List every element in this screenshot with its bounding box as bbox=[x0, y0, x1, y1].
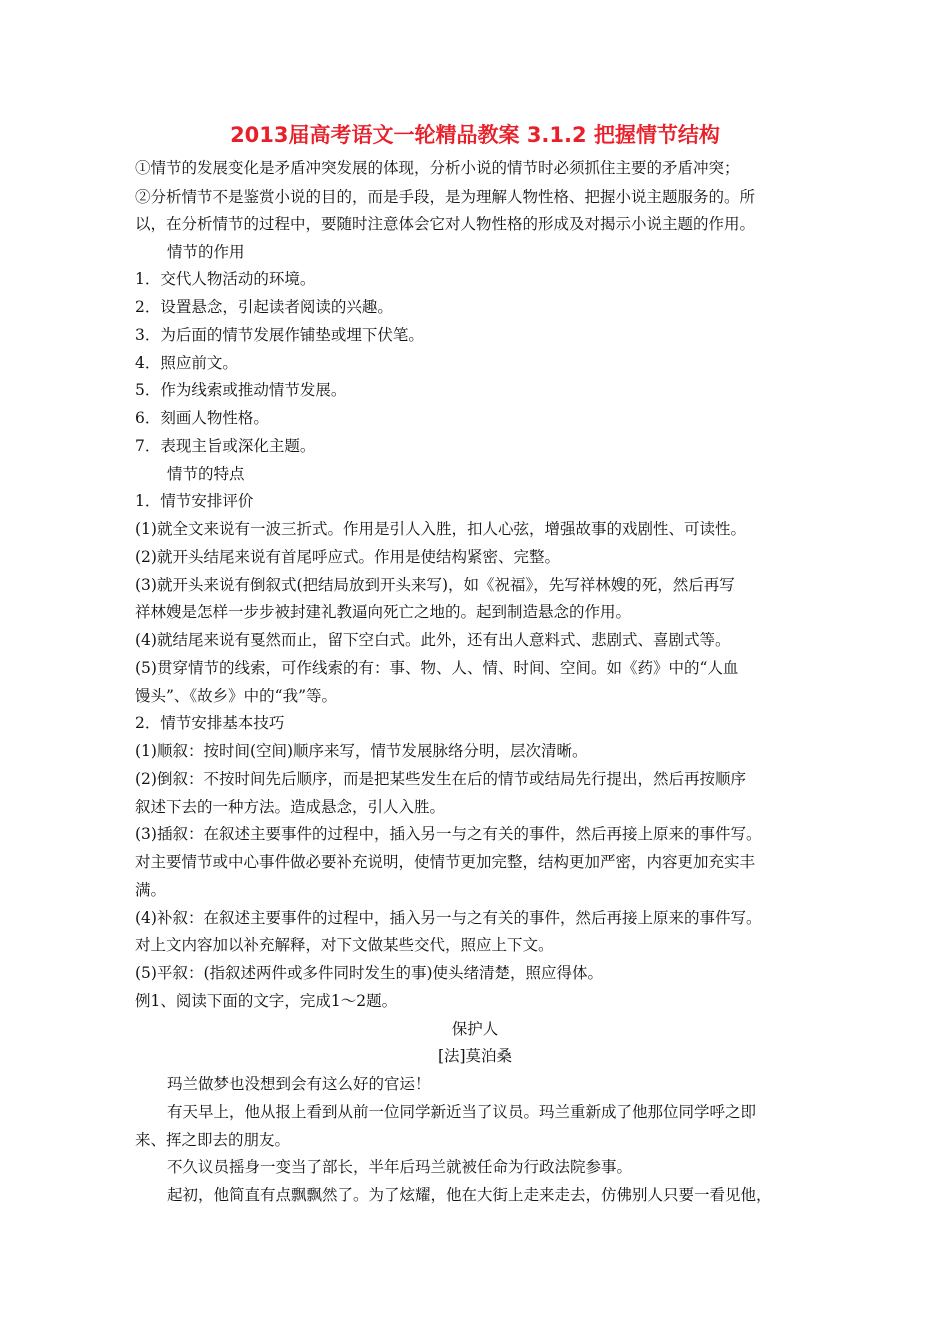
list-item: 3．为后面的情节发展作铺垫或埋下伏笔。 bbox=[135, 326, 424, 344]
list-item: 7．表现主旨或深化主题。 bbox=[135, 437, 316, 455]
paragraph-line: (5)贯穿情节的线索，可作线索的有：事、物、人、情、时间、空间。如《药》中的“人血 bbox=[135, 659, 739, 677]
paragraph-line: 对上文内容加以补充解释，对下文做某些交代，照应上下文。 bbox=[135, 936, 554, 954]
paragraph-line: (1)顺叙：按时间(空间)顺序来写，情节发展脉络分明，层次清晰。 bbox=[135, 742, 588, 760]
paragraph-line: (5)平叙：(指叙述两件或多件同时发生的事)使头绪清楚，照应得体。 bbox=[135, 964, 604, 982]
paragraph-line: (2)倒叙：不按时间先后顺序，而是把某些发生在后的情节或结局先行提出，然后再按顺序 bbox=[135, 770, 746, 788]
paragraph-line: 起初，他简直有点飘飘然了。为了炫耀，他在大街上走来走去，仿佛别人只要一看见他， bbox=[167, 1186, 772, 1204]
list-item: 2．情节安排基本技巧 bbox=[135, 714, 285, 732]
list-item: 4．照应前文。 bbox=[135, 354, 238, 372]
paragraph-line: ②分析情节不是鉴赏小说的目的，而是手段，是为理解人物性格、把握小说主题服务的。所 bbox=[135, 188, 756, 206]
paragraph-line: 满。 bbox=[135, 881, 167, 899]
paragraph-line: (4)就结尾来说有戛然而止，留下空白式。此外，还有出人意料式、悲剧式、喜剧式等。 bbox=[135, 631, 731, 649]
paragraph-line: 有天早上，他从报上看到从前一位同学新近当了议员。玛兰重新成了他那位同学呼之即 bbox=[167, 1103, 757, 1121]
list-item: 5．作为线索或推动情节发展。 bbox=[135, 381, 347, 399]
paragraph-line: 玛兰做梦也没想到会有这么好的官运！ bbox=[167, 1075, 431, 1093]
paragraph-line: 例1、阅读下面的文字，完成1～2题。 bbox=[135, 992, 398, 1010]
paragraph-line: 不久议员摇身一变当了部长，半年后玛兰就被任命为行政法院参事。 bbox=[167, 1158, 633, 1176]
paragraph-line: (2)就开头结尾来说有首尾呼应式。作用是使结构紧密、完整。 bbox=[135, 548, 560, 566]
paragraph-line: 来、挥之即去的朋友。 bbox=[135, 1131, 291, 1149]
paragraph-line: 以，在分析情节的过程中，要随时注意体会它对人物性格的形成及对揭示小说主题的作用。 bbox=[135, 215, 756, 233]
story-author: [法]莫泊桑 bbox=[437, 1047, 513, 1065]
paragraph-line: (1)就全文来说有一波三折式。作用是引人入胜，扣人心弦，增强故事的戏剧性、可读性。 bbox=[135, 520, 746, 538]
paragraph-line: 对主要情节或中心事件做必要补充说明，使情节更加完整，结构更加严密，内容更加充实丰 bbox=[135, 853, 756, 871]
list-item: 6．刻画人物性格。 bbox=[135, 409, 269, 427]
paragraph-line: (3)插叙：在叙述主要事件的过程中，插入另一与之有关的事件，然后再接上原来的事件写。 bbox=[135, 825, 762, 843]
document-title: 2013届高考语文一轮精品教案 3.1.2 把握情节结构 bbox=[230, 123, 720, 147]
paragraph-line: 祥林嫂是怎样一步步被封建礼教逼向死亡之地的。起到制造悬念的作用。 bbox=[135, 603, 632, 621]
list-item: 1．情节安排评价 bbox=[135, 492, 254, 510]
story-title: 保护人 bbox=[451, 1020, 499, 1038]
list-item: 2．设置悬念，引起读者阅读的兴趣。 bbox=[135, 298, 393, 316]
paragraph-line: ①情节的发展变化是矛盾冲突发展的体现，分析小说的情节时必须抓住主要的矛盾冲突； bbox=[135, 159, 740, 177]
paragraph-line: 馒头”、《故乡》中的“我”等。 bbox=[135, 687, 338, 705]
list-item: 1．交代人物活动的环境。 bbox=[135, 270, 316, 288]
section-heading: 情节的作用 bbox=[167, 243, 245, 261]
paragraph-line: 叙述下去的一种方法。造成悬念，引人入胜。 bbox=[135, 798, 446, 816]
paragraph-line: (3)就开头来说有倒叙式(把结局放到开头来写)，如《祝福》，先写祥林嫂的死，然后再写 bbox=[135, 576, 735, 594]
paragraph-line: (4)补叙：在叙述主要事件的过程中，插入另一与之有关的事件，然后再接上原来的事件写。 bbox=[135, 909, 762, 927]
section-heading: 情节的特点 bbox=[167, 465, 245, 483]
